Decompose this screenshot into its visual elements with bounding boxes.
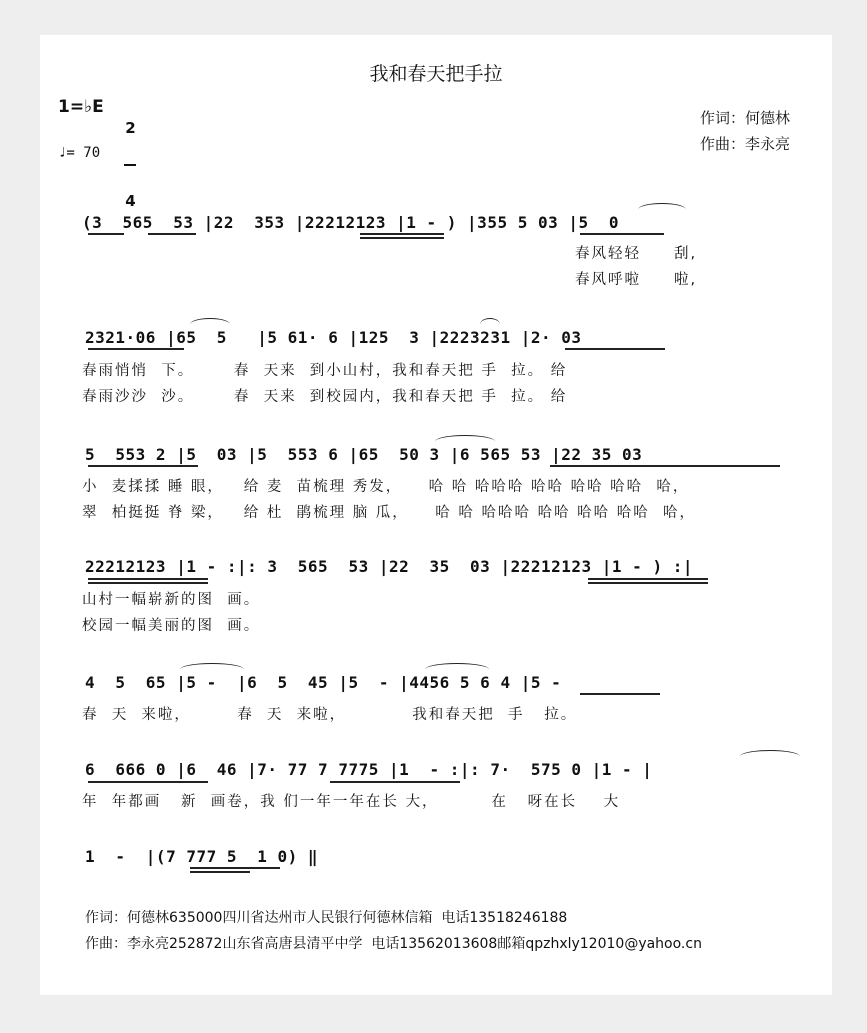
footer-composer-contact: 作曲：李永亮252872山东省高唐县清平中学 电话13562013608邮箱qpzhxly12010@yahoo.cn <box>85 936 702 952</box>
notation-line: 6 666 0 |6 46 |7· 77 7 7775 |1 - :|: 7· 575 0 |1 - | <box>85 760 653 779</box>
beam-line <box>190 867 280 869</box>
beam-line <box>588 578 708 580</box>
beam-line <box>580 693 660 695</box>
lyricist-credit: 作词：何德林 <box>700 109 791 127</box>
notation-line: (3 565 53 |22 353 |22212123 |1 - ) |355 5 03 |5 0 <box>82 213 620 232</box>
lyric-line: 春雨悄悄 下。 春 天来 到小山村，我和春天把 手 拉。 给 <box>82 363 568 379</box>
lyric-line: 春风呼啦 啦, <box>575 272 698 288</box>
beam-line <box>148 233 196 235</box>
tie-arc <box>435 435 495 448</box>
beam-line <box>580 233 664 235</box>
beam-line <box>565 348 665 350</box>
beam-line <box>88 348 184 350</box>
key-signature: 1=♭E <box>58 97 104 117</box>
lyric-line: 校园一幅美丽的图 画。 <box>82 618 261 634</box>
tie-arc <box>740 750 800 763</box>
beam-line <box>588 582 708 584</box>
tempo-marking: ♩= 70 <box>58 145 101 161</box>
song-title: 我和春天把手拉 <box>369 63 503 85</box>
notation-line: 5 553 2 |5 03 |5 553 6 |65 50 3 |6 565 53 |22 35 03 <box>85 445 643 464</box>
beam-line <box>360 237 444 239</box>
lyric-line: 春风轻轻 刮, <box>575 246 698 262</box>
beam-line <box>88 781 208 783</box>
lyric-line: 小 麦揉揉 睡 眼， 给 麦 苗梳理 秀发， 哈 哈 哈哈哈 哈哈 哈哈 哈哈 哈， <box>82 479 690 495</box>
tie-arc <box>425 663 489 676</box>
notation-line: 4 5 65 |5 - |6 5 45 |5 - |4456 5 6 4 |5 - <box>85 673 562 692</box>
time-signature-bottom: 4 <box>125 192 136 210</box>
sheet-page <box>40 35 832 995</box>
beam-line <box>88 233 124 235</box>
beam-line <box>360 233 444 235</box>
beam-line <box>88 582 208 584</box>
notation-line: 22212123 |1 - :|: 3 565 53 |22 35 03 |22212123 |1 - ) :| <box>85 557 693 576</box>
lyric-line: 山村一幅崭新的图 画。 <box>82 592 261 608</box>
lyric-line: 春 天 来啦， 春 天 来啦， 我和春天把 手 拉。 <box>82 707 578 723</box>
beam-line <box>88 578 208 580</box>
beam-line <box>330 781 460 783</box>
composer-credit: 作曲：李永亮 <box>700 135 791 153</box>
beam-line <box>88 465 198 467</box>
tie-arc <box>180 663 244 676</box>
time-signature-top: 2 <box>125 119 136 137</box>
lyric-line: 年 年都画 新 画卷，我 们一年一年在长 大， 在 呀在长 大 <box>82 794 621 810</box>
beam-line <box>190 871 250 873</box>
tie-arc <box>190 318 230 331</box>
footer-lyricist-contact: 作词：何德林635000四川省达州市人民银行何德林信箱 电话13518246188 <box>85 910 568 926</box>
notation-line: 1 - |(7 777 5 1 0) ‖ <box>85 847 319 866</box>
tie-arc <box>480 318 500 331</box>
tie-arc <box>638 203 686 216</box>
beam-line <box>550 465 780 467</box>
lyric-line: 春雨沙沙 沙。 春 天来 到校园内，我和春天把 手 拉。 给 <box>82 389 568 405</box>
lyric-line: 翠 柏挺挺 脊 梁， 给 杜 鹃梳理 脑 瓜， 哈 哈 哈哈哈 哈哈 哈哈 哈哈 哈， <box>82 505 697 521</box>
notation-line: 2321·06 |65 5 |5 61· 6 |125 3 |2223231 |2· 03 <box>85 328 582 347</box>
